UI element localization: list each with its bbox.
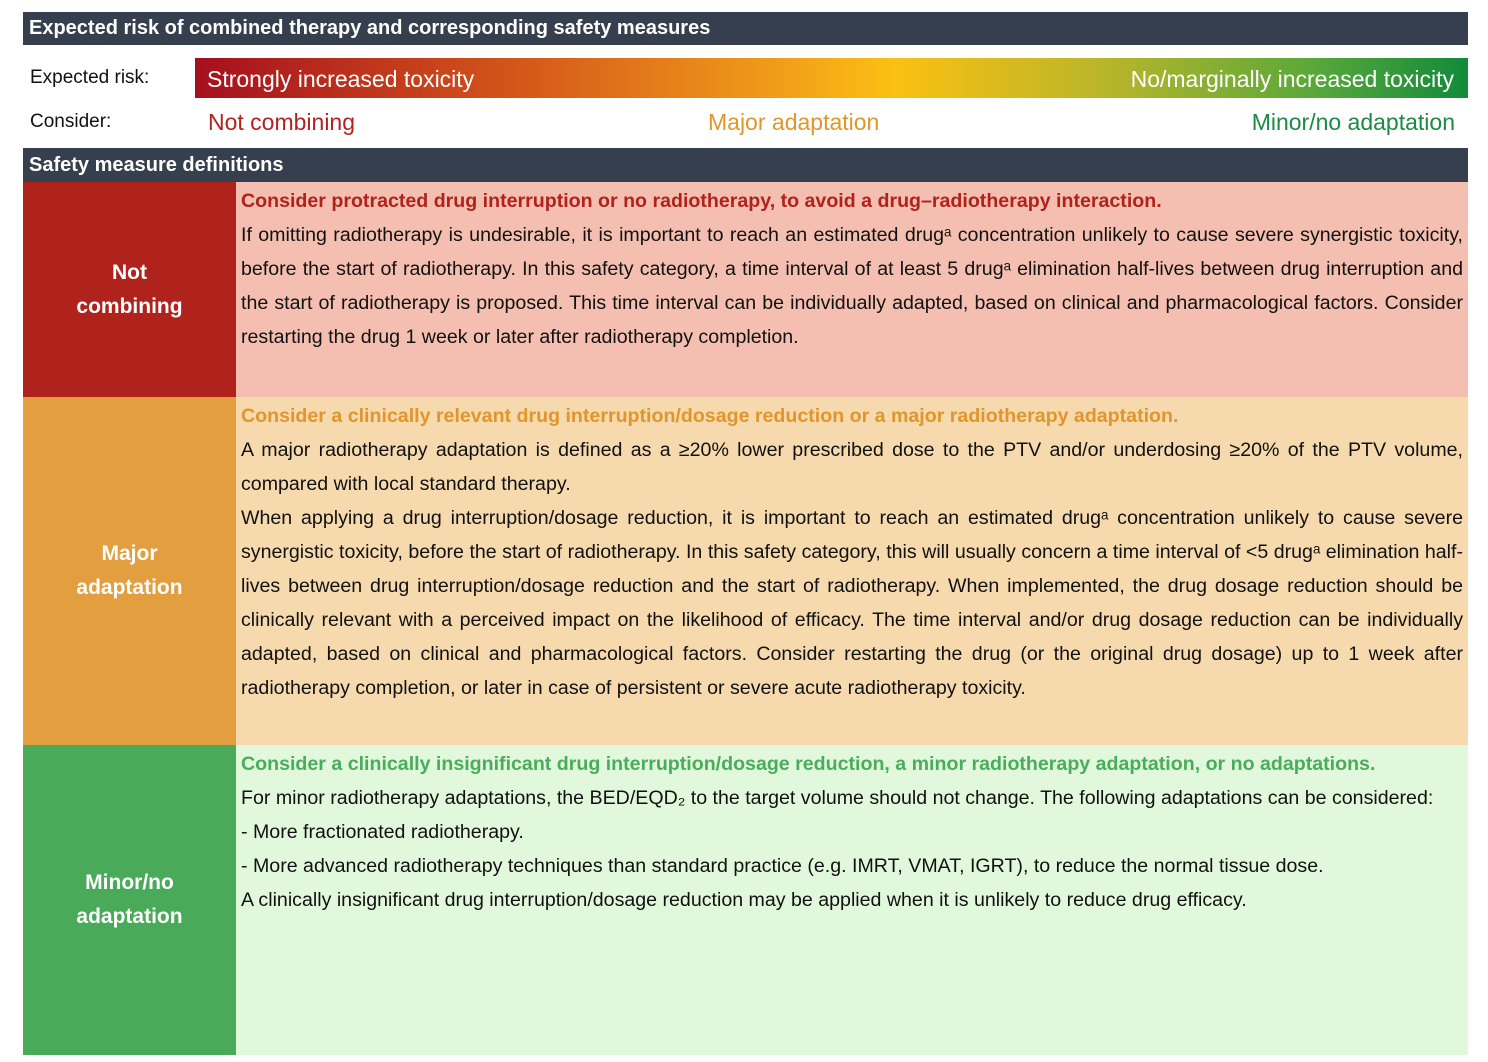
consider-major-adaptation: Major adaptation <box>708 109 880 135</box>
definition-row-not-combining <box>23 182 1468 397</box>
row-body <box>236 182 1468 397</box>
row-label-text: Not combining <box>76 260 183 318</box>
row-label <box>23 397 236 745</box>
consider-not-combining: Not combining <box>208 109 356 135</box>
risk-low-label: No/marginally increased toxicity <box>1130 66 1454 92</box>
row-paragraph: For minor radiotherapy adaptations, the BED/EQD₂ to the target volume should not change. The following adaptations can be considered: <box>241 787 1434 809</box>
row-body <box>236 397 1468 745</box>
row-label <box>23 745 236 1055</box>
row-paragraph: - More advanced radiotherapy techniques than standard practice (e.g. IMRT, VMAT, IGRT), to reduce the normal tissue dose. <box>241 855 1324 877</box>
row-paragraph: A clinically insignificant drug interruption/dosage reduction may be applied when it is unlikely to reduce drug efficacy. <box>241 889 1247 911</box>
expected-risk-label: Expected risk: <box>30 67 150 88</box>
row-label-text: Minor/no adaptation <box>76 871 183 928</box>
row-paragraph: When applying a drug interruption/dosage reduction, it is important to reach an estimated drugᵃ concentration unlikely to cause severe synergistic toxicity, before the start of radiotherapy. In this safety category, this will usually concern a time interval of <5 drugᵃ elimination half-lives between drug interruption/dosage reduction and the start of radiotherapy. When implemented, the drug dosage reduction should be clinically relevant with a perceived impact on the likelihood of efficacy. The time interval and/or drug dosage reduction can be individually adapted, based on clinical and pharmacological factors. Consider restarting the drug (or the original drug dosage) up to 1 week after radiotherapy completion, or later in case of persistent or severe acute radiotherapy toxicity. <box>241 507 1463 699</box>
row-paragraph: A major radiotherapy adaptation is defined as a ≥20% lower prescribed dose to the PTV and/or underdosing ≥20% of the PTV volume, compared with local standard therapy. <box>241 439 1463 495</box>
row-label-text: Major adaptation <box>76 542 183 599</box>
definitions-title: Safety measure definitions <box>23 148 1468 182</box>
row-paragraph: - More fractionated radiotherapy. <box>241 821 524 843</box>
row-body <box>236 745 1468 1055</box>
row-paragraph: If omitting radiotherapy is undesirable, it is important to reach an estimated drugᵃ concentration unlikely to cause severe synergistic toxicity, before the start of radiotherapy. In this safety category, a time interval of at least 5 drugᵃ elimination half-lives between drug interruption and the start of radiotherapy is proposed. This time interval can be individually adapted, based on clinical and pharmacological factors. Consider restarting the drug 1 week or later after radiotherapy completion. <box>241 224 1463 348</box>
consider-minor-adaptation: Minor/no adaptation <box>1251 109 1455 135</box>
row-heading: Consider protracted drug interruption or no radiotherapy, to avoid a drug–radiotherapy interaction. <box>241 190 1162 212</box>
risk-gradient-bar <box>195 58 1468 98</box>
row-heading: Consider a clinically insignificant drug interruption/dosage reduction, a minor radiotherapy adaptation, or no adaptations. <box>241 753 1376 775</box>
table-title: Expected risk of combined therapy and corresponding safety measures <box>23 12 1468 45</box>
definition-row-major-adaptation <box>23 397 1468 745</box>
risk-high-label: Strongly increased toxicity <box>207 66 475 92</box>
consider-label: Consider: <box>30 111 112 132</box>
row-label <box>23 182 236 397</box>
definition-row-minor-adaptation <box>23 745 1468 1055</box>
row-heading: Consider a clinically relevant drug interruption/dosage reduction or a major radiotherapy adaptation. <box>241 405 1179 427</box>
